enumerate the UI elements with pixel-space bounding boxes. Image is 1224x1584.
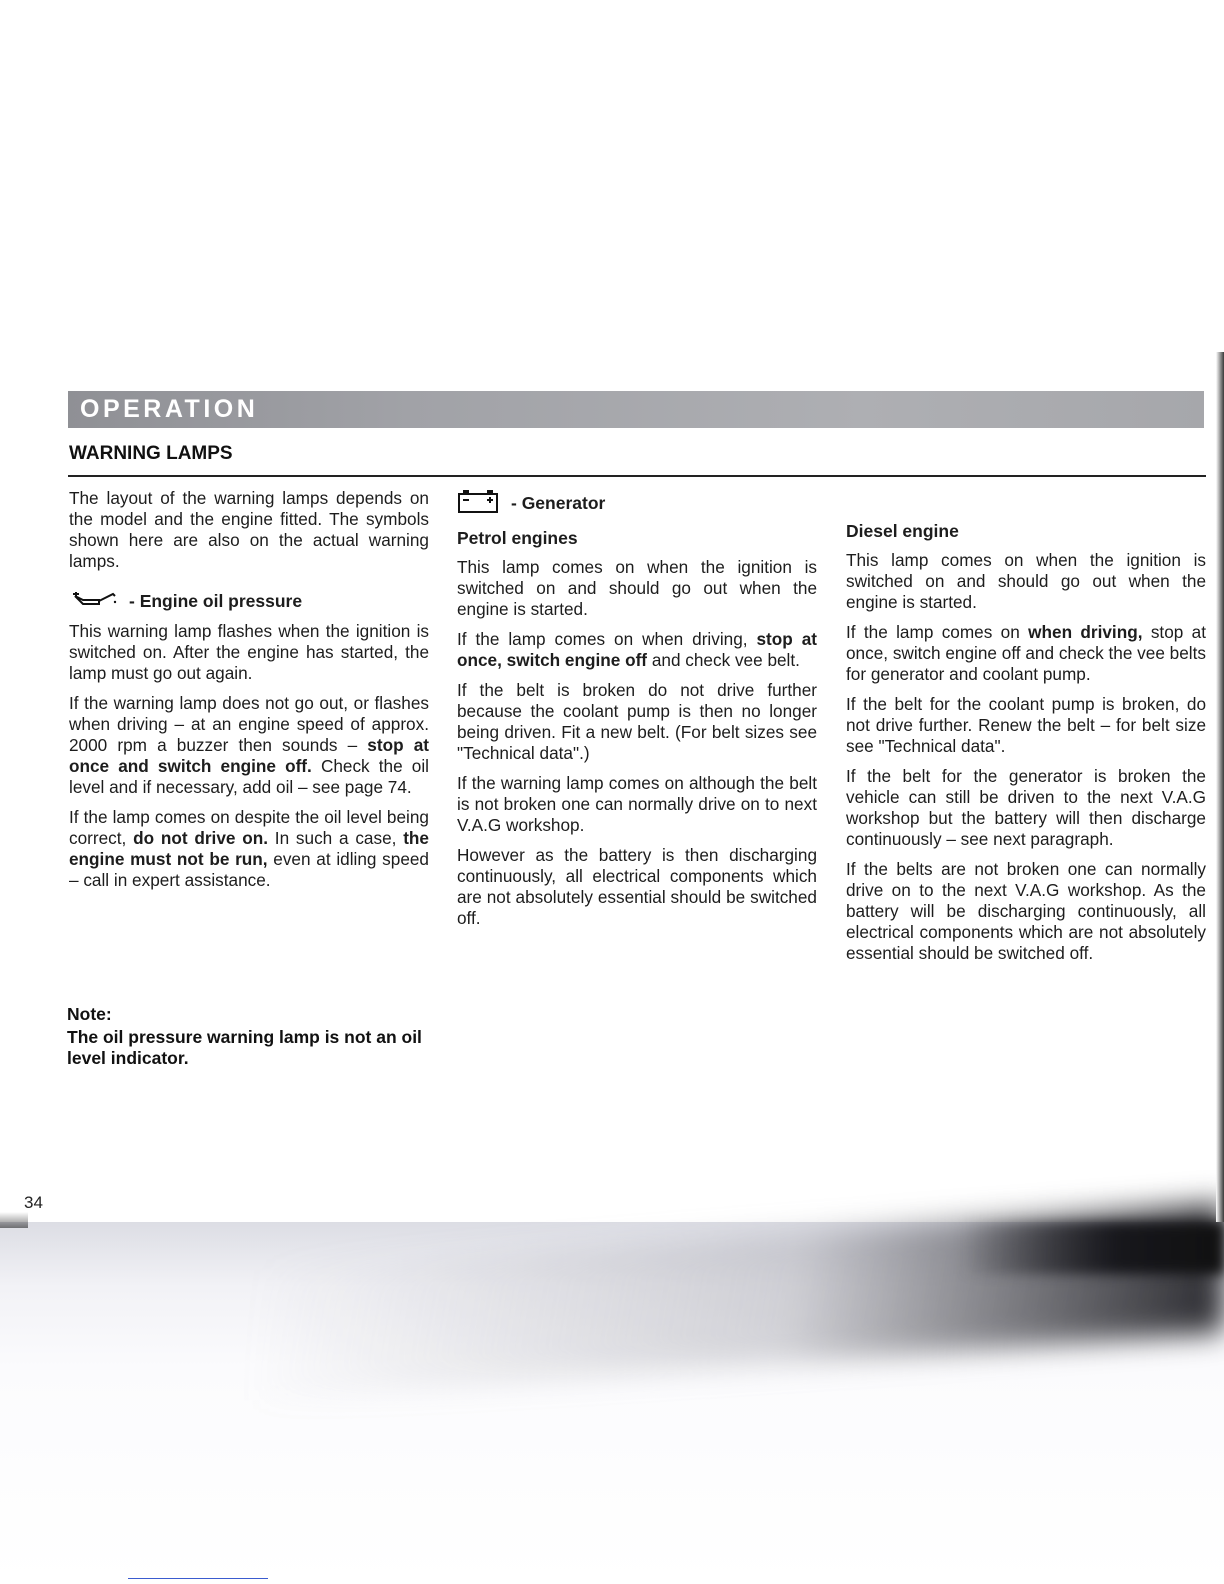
page-number: 34 — [24, 1193, 43, 1212]
diesel-paragraph-4: If the belt for the generator is broken the vehicle can still be driven to the next V.A.G workshop but the battery will then discharge continuously – see next paragraph. — [846, 766, 1206, 849]
gen-paragraph-3: If the belt is broken do not drive further because the coolant pump is then no longer being driven. Fit a new belt. (For belt sizes see "Technical data".) — [457, 680, 817, 763]
battery-icon — [457, 488, 501, 519]
note-text: The oil pressure warning lamp is not an oil level indicator. — [67, 1027, 422, 1068]
title-rule — [68, 475, 1206, 477]
gen-paragraph-2: If the lamp comes on when driving, stop at once, switch engine off and check vee belt. — [457, 629, 817, 670]
section-banner-label: OPERATION — [80, 395, 259, 423]
gen-paragraph-4: If the warning lamp comes on although the belt is not broken one can normally drive on to next V.A.G workshop. — [457, 773, 817, 835]
generator-heading-label: - Generator — [511, 493, 606, 513]
column-2 — [457, 488, 817, 938]
diesel-paragraph-5: If the belts are not broken one can normally drive on to the next V.A.G workshop. As the battery will be discharging continuously, all electrical components which are not absolutely essential should be switched off. — [846, 859, 1206, 963]
oil-paragraph-1: This warning lamp flashes when the ignition is switched on. After the engine has started, the lamp must go out again. — [69, 621, 429, 683]
generator-heading — [457, 488, 817, 519]
oil-pressure-heading — [69, 590, 429, 613]
gen-paragraph-5: However as the battery is then discharging continuously, all electrical components which are not absolutely essential should be switched off. — [457, 845, 817, 928]
section-banner — [68, 391, 1204, 428]
diesel-engine-heading: Diesel engine — [846, 521, 959, 541]
column-1 — [69, 488, 429, 900]
diesel-paragraph-3: If the belt for the coolant pump is broken, do not drive further. Renew the belt – for belt size see "Technical data". — [846, 694, 1206, 756]
page-edge-right — [1216, 352, 1224, 1222]
column-3 — [846, 520, 1206, 973]
note-block — [67, 1004, 437, 1069]
intro-paragraph: The layout of the warning lamps depends on the model and the engine fitted. The symbols shown here are also on the actual warning lamps. — [69, 488, 429, 571]
note-label: Note: — [67, 1004, 112, 1024]
diesel-paragraph-2: If the lamp comes on when driving, stop at once, switch engine off and check the vee belts for generator and coolant pump. — [846, 622, 1206, 684]
oil-pressure-heading-label: - Engine oil pressure — [129, 591, 303, 611]
oil-paragraph-3: If the lamp comes on despite the oil level being correct, do not drive on. In such a case, the engine must not be run, even at idling speed – call in expert assistance. — [69, 807, 429, 890]
petrol-engines-heading: Petrol engines — [457, 528, 578, 548]
scan-shadow-dark — [960, 1222, 1224, 1274]
scan-underline — [128, 1578, 268, 1579]
page-title: WARNING LAMPS — [69, 443, 233, 464]
gen-paragraph-1: This lamp comes on when the ignition is switched on and should go out when the engine is started. — [457, 557, 817, 619]
oil-paragraph-2: If the warning lamp does not go out, or flashes when driving – at an engine speed of approx. 2000 rpm a buzzer then sounds – stop at once and switch engine off. Check the oil level and if necessary, add oil – see page 74. — [69, 693, 430, 797]
oil-can-icon — [69, 590, 119, 613]
diesel-paragraph-1: This lamp comes on when the ignition is switched on and should go out when the engine is started. — [846, 550, 1206, 612]
page-edge-left — [0, 1212, 28, 1228]
